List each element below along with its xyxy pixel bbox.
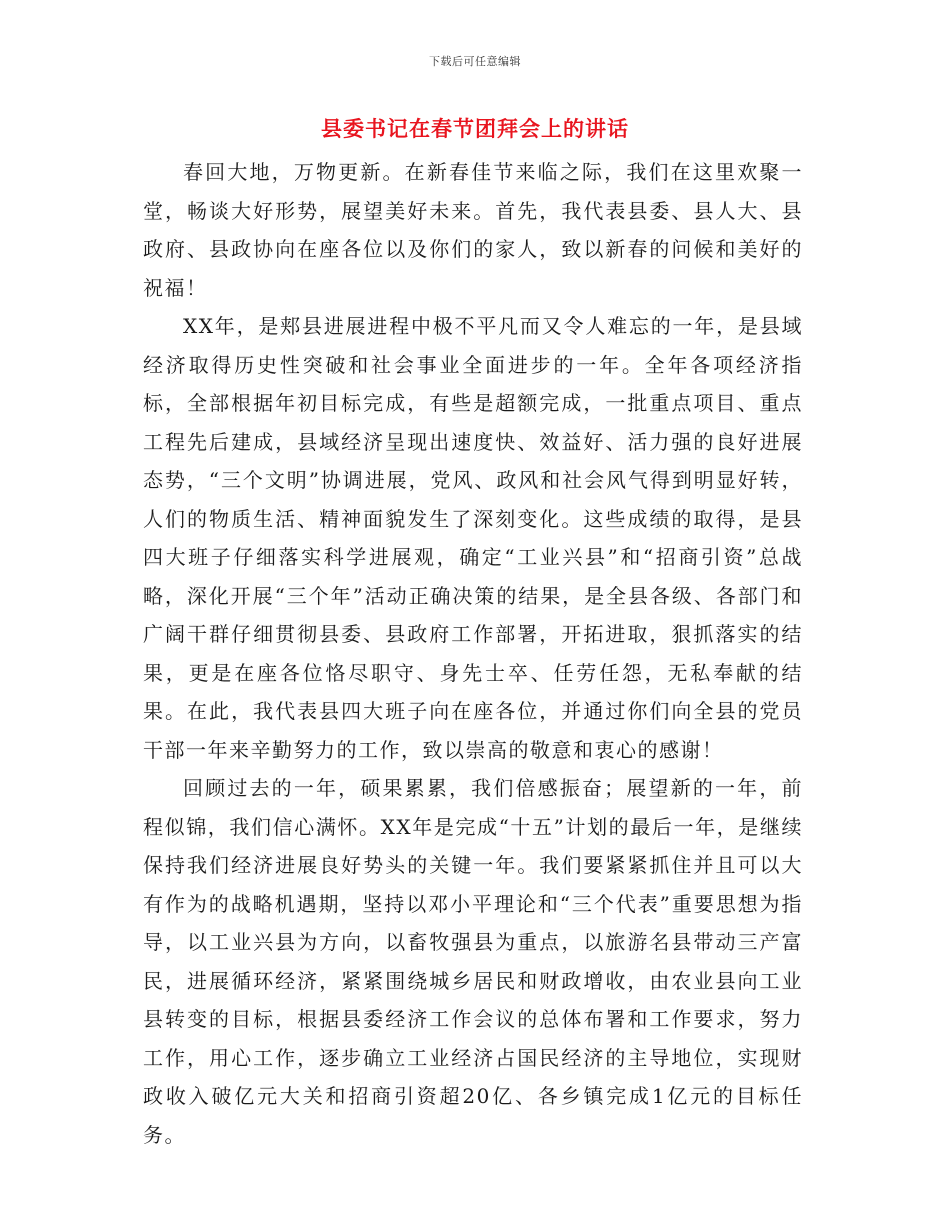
document-title: 县委书记在春节团拜会上的讲话 (321, 117, 629, 141)
document-body (143, 153, 803, 1154)
paragraph-outlook: 回顾过去的一年，硕果累累，我们倍感振奋；展望新的一年，前程似锦，我们信心满怀。XX年是完成“十五”计划的最后一年，是继续保持我们经济进展良好势头的关键一年。我们要紧紧抓住并且可以大有作为的战略机遇期，坚持以邓小平理论和“三个代表”重要思想为指导，以工业兴县为方向，以畜牧强县为重点，以旅游名县带动三产富民，进展循环经济，紧紧围绕城乡居民和财政增收，由农业县向工业县转变的目标，根据县委经济工作会议的总体布署和工作要求，努力工作，用心工作，逐步确立工业经济占国民经济的主导地位，实现财政收入破亿元大关和招商引资超20亿、各乡镇完成1亿元的目标任务。 (143, 776, 803, 1147)
paragraph-greeting: 春回大地，万物更新。在新春佳节来临之际，我们在这里欢聚一堂，畅谈大好形势，展望美好未来。首先，我代表县委、县人大、县政府、县政协向在座各位以及你们的家人，致以新春的问候和美好的祝福！ (143, 160, 803, 300)
paragraph-review: XX年，是郏县进展进程中极不平凡而又令人难忘的一年，是县域经济取得历史性突破和社会事业全面进步的一年。全年各项经济指标，全部根据年初目标完成，有些是超额完成，一批重点项目、重点工程先后建成，县域经济呈现出速度快、效益好、活力强的良好进展态势，“三个文明”协调进展，党风、政风和社会风气得到明显好转，人们的物质生活、精神面貌发生了深刻变化。这些成绩的取得，是县四大班子仔细落实科学进展观，确定“工业兴县”和“招商引资”总战略，深化开展“三个年”活动正确决策的结果，是全县各级、各部门和广阔干群仔细贯彻县委、县政府工作部署，开拓进取，狠抓落实的结果，更是在座各位恪尽职守、身先士卒、任劳任怨，无私奉献的结果。在此，我代表县四大班子向在座各位，并通过你们向全县的党员干部一年来辛勤努力的工作，致以崇高的敬意和衷心的感谢！ (143, 314, 803, 762)
page-header-note: 下载后可任意编辑 (429, 55, 521, 68)
